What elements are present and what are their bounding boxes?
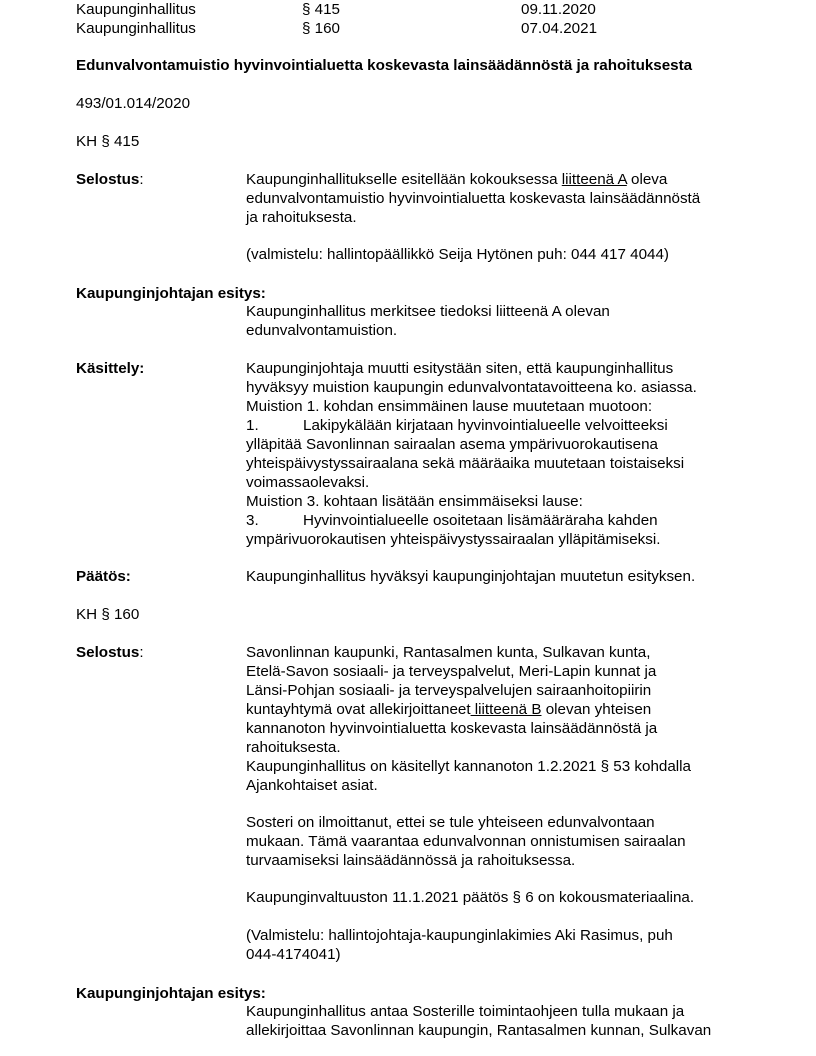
header-body-1: Kaupunginhallitus xyxy=(76,1,196,18)
selostus-160-para3: Kaupunginvaltuuston 11.1.2021 päätös § 6 on kokousmateriaalina. xyxy=(246,889,695,906)
selostus-160-para2: Sosteri on ilmoittanut, ettei se tule yhteiseen edunvalvontaan mukaan. Tämä vaarantaa edunvalvonnan onnistumisen sairaalan turvaamiseksi lainsäädännössä ja rahoituksessa. xyxy=(246,814,686,869)
document-title: Edunvalvontamuistio hyvinvointialuetta koskevasta lainsäädännöstä ja rahoituksesta xyxy=(76,57,693,74)
preparer-160: (Valmistelu: hallintojohtaja-kaupunginlakimies Aki Rasimus, puh 044-4174041) xyxy=(246,927,673,963)
esitys-label-160: Kaupunginjohtajan esitys: xyxy=(76,985,266,1002)
header-body-2: Kaupunginhallitus xyxy=(76,20,196,37)
header-date-1: 09.11.2020 xyxy=(521,1,596,18)
attachment-b-link[interactable]: liitteenä B xyxy=(470,701,542,718)
preparer-415: (valmistelu: hallintopäällikkö Seija Hytönen puh: 044 417 4044) xyxy=(246,246,669,263)
esitys-text-415: Kaupunginhallitus merkitsee tiedoksi liitteenä A olevan edunvalvontamuistion. xyxy=(246,303,610,339)
selostus-label-415: Selostus: xyxy=(76,171,144,188)
esitys-text-160: Kaupunginhallitus antaa Sosterille toimintaohjeen tulla mukaan ja allekirjoittaa Savonlinnan kaupungin, Rantasalmen kunnan, Sulkavan xyxy=(246,1003,712,1039)
kasittely-label: Käsittely: xyxy=(76,360,145,377)
selostus-text-415: Kaupunginhallitukselle esitellään kokouksessa liitteenä A oleva edunvalvontamuistio hyvinvointialuetta koskevasta lainsäädännöstä ja rahoituksesta. xyxy=(246,171,701,226)
esitys-label-415: Kaupunginjohtajan esitys: xyxy=(76,285,266,302)
header-date-2: 07.04.2021 xyxy=(521,20,598,37)
paatos-label: Päätös: xyxy=(76,568,131,585)
record-number: 493/01.014/2020 xyxy=(76,95,191,112)
header-section-1: § 415 xyxy=(302,1,341,18)
section-label-kh415: KH § 415 xyxy=(76,133,140,150)
attachment-a-link[interactable]: liitteenä A xyxy=(561,171,627,188)
paatos-text: Kaupunginhallitus hyväksyi kaupunginjohtajan muutetun esityksen. xyxy=(246,568,696,585)
section-label-kh160: KH § 160 xyxy=(76,606,140,623)
kasittely-text: Kaupunginjohtaja muutti esitystään siten, että kaupunginhallitus hyväksyy muistion kaupungin edunvalvontatavoitteena ko. asiassa. Muistion 1. kohdan ensimmäinen lause muutetaan muotoon: 1. Lakipykälään kirjataan hyvinvointialueelle velvoitteeksi ylläpitää Savonlinnan sairaalan asema ympärivuorokautisena yhteispäivystyssairaalana sekä määräaika muutetaan toistaiseksi voimassaolevaksi. Muistion 3. kohtaan lisätään ensimmäiseksi lause: 3. Hyvinvointialueelle osoitetaan lisämääräraha kahden ympärivuorokautisen yhteispäivystyssairaalan ylläpitämiseksi. xyxy=(246,360,697,548)
selostus-text-160: Savonlinnan kaupunki, Rantasalmen kunta, Sulkavan kunta, Etelä-Savon sosiaali- ja terveyspalvelut, Meri-Lapin kunnat ja Länsi-Pohjan sosiaali- ja terveyspalvelujen sairaanhoitopiirin kuntayhtymä ovat allekirjoittaneet liitteenä B olevan yhteisen kannanoton hyvinvointialuetta koskevasta lainsäädännöstä ja rahoituksesta. Kaupunginhallitus on käsitellyt kannanoton 1.2.2021 § 53 kohdalla Ajankohtaiset asiat. xyxy=(246,644,691,794)
header-section-2: § 160 xyxy=(302,20,341,37)
selostus-label-160: Selostus: xyxy=(76,644,144,661)
